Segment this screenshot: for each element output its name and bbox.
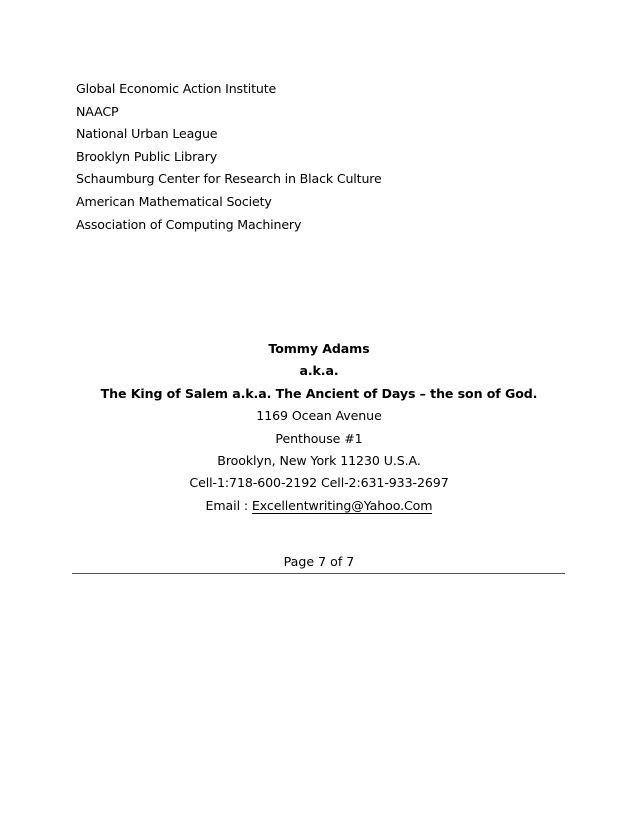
organization-item: American Mathematical Society [76, 193, 272, 209]
email-line [0, 495, 638, 517]
phone-line: Cell-1:718-600-2192 Cell-2:631-933-2697 [189, 475, 449, 491]
email-label: Email : [205, 497, 252, 513]
address-line-2: Penthouse #1 [275, 430, 363, 446]
organization-item: Association of Computing Machinery [76, 216, 302, 232]
signature-block [0, 338, 638, 517]
address-line-1: 1169 Ocean Avenue [256, 408, 382, 424]
organization-item: National Urban League [76, 126, 218, 142]
organization-item: Brooklyn Public Library [76, 148, 218, 164]
footer-divider [72, 573, 565, 574]
organization-item: Global Economic Action Institute [76, 81, 277, 96]
organization-item: NAACP [76, 103, 119, 119]
signature-name: Tommy Adams [268, 341, 370, 356]
city-line: Brooklyn, New York 11230 U.S.A. [217, 452, 421, 468]
email-link[interactable]: Excellentwriting@Yahoo.Com [251, 497, 433, 513]
page-number: Page 7 of 7 [283, 554, 355, 569]
signature-title: The King of Salem a.k.a. The Ancient of Days – the son of God. [100, 385, 538, 401]
organization-item: Schaumburg Center for Research in Black Culture [76, 171, 382, 187]
organization-list [76, 78, 382, 236]
signature-aka: a.k.a. [299, 363, 339, 379]
